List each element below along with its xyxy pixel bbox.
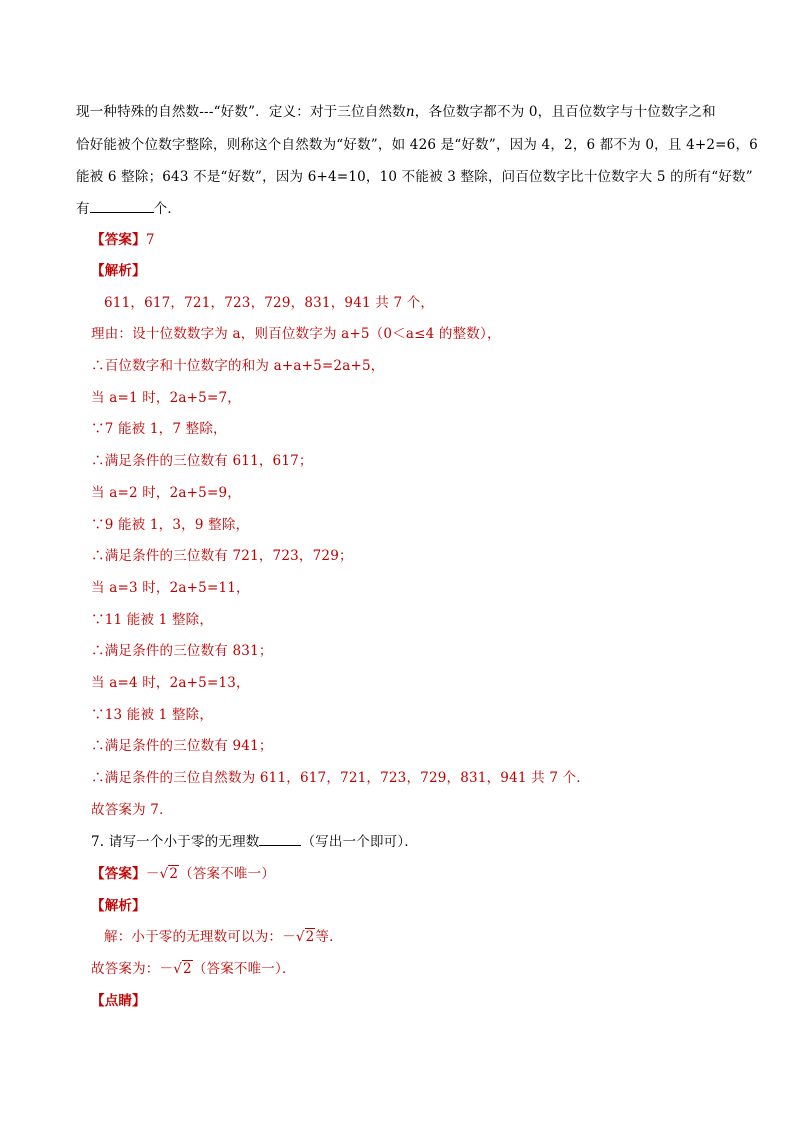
problem-6-line-4 [76,200,181,218]
variable-n: n [405,104,415,120]
minus-sign: － [159,961,174,977]
minus-sign: － [145,866,160,882]
answer-label: 【答案】 [91,232,146,248]
minus-sign: － [282,929,296,945]
text: 等． [315,929,343,945]
sqrt-expression: √2 [173,961,192,977]
analysis-line-8: ∵9 能被 1，3，9 整除， [91,517,250,533]
answer-value: 7 [145,232,155,248]
analysis-line-9: ∴满足条件的三位数有 721，723，729； [91,548,353,564]
sqrt-expression: √2 [295,929,315,945]
sqrt-expression: √2 [159,866,179,882]
analysis-line-15: ∴满足条件的三位数有 941； [91,738,273,754]
radicand: 2 [183,961,192,977]
answer-label: 【答案】 [91,866,146,882]
analysis-line-3: ∴百位数字和十位数字的和为 a+a+5=2a+5， [91,358,385,374]
problem-7-solution [104,928,343,946]
radicand: 2 [169,866,179,882]
answer-blank[interactable] [90,200,154,213]
analysis-line-13: 当 a=4 时，2a+5=13， [91,675,250,691]
analysis-line-10: 当 a=3 时，2a+5=11， [91,580,250,596]
text: 现一种特殊的自然数---“好数”．定义：对于三位自然数 [76,104,406,120]
problem-7-analysis-label: 【解析】 [91,898,146,914]
text: 解：小于零的无理数可以为： [104,929,283,945]
analysis-label: 【解析】 [91,263,146,279]
problem-6-line-3: 能被 6 整除；643 不是“好数”，因为 6+4=10，10 不能被 3 整除，问百位数字比十位数字大 5 的所有“好数” [76,169,753,185]
problem-7-question [91,833,418,851]
analysis-line-14: ∵13 能被 1 整除， [91,707,214,723]
problem-6-line-2: 恰好能被个位数字整除，则称这个自然数为“好数”，如 426 是“好数”，因为 4，2，6 都不为 0，且 4+2=6，6 [76,137,758,153]
analysis-line-11: ∵11 能被 1 整除， [91,612,214,628]
analysis-line-7: 当 a=2 时，2a+5=9， [91,485,241,501]
problem-7-final [91,960,296,978]
text: ，各位数字都不为 0，且百位数字与十位数字之和 [414,104,716,120]
analysis-line-1: 611，617，721，723，729，831，941 共 7 个， [104,295,435,311]
problem-7-answer [91,865,275,883]
answer-note: （答案不唯一） [179,866,276,882]
text: 故答案为： [91,961,160,977]
answer-line [91,231,155,249]
analysis-line-17: 故答案为 7． [91,802,173,818]
radicand: 2 [305,929,315,945]
text: 个． [153,201,182,217]
comment-label: 【点睛】 [91,993,146,1009]
analysis-line-16: ∴满足条件的三位自然数为 611，617，721，723，729，831，941 共 7 个． [91,770,591,786]
analysis-line-5: ∵7 能被 1，7 整除， [91,421,227,437]
analysis-line-12: ∴满足条件的三位数有 831； [91,643,273,659]
problem-6-line-1 [76,103,716,121]
analysis-line-6: ∴满足条件的三位数有 611，617； [91,453,313,469]
text: （答案不唯一）． [192,961,296,977]
analysis-line-4: 当 a=1 时，2a+5=7， [91,390,241,406]
text: 7. 请写一个小于零的无理数 [91,834,260,850]
text: （写出一个即可）． [301,834,419,850]
analysis-line-2: 理由：设十位数数字为 a，则百位数字为 a+5（0＜a≤4 的整数）， [91,326,501,342]
answer-blank[interactable] [259,833,301,846]
text: 有 [76,201,90,217]
